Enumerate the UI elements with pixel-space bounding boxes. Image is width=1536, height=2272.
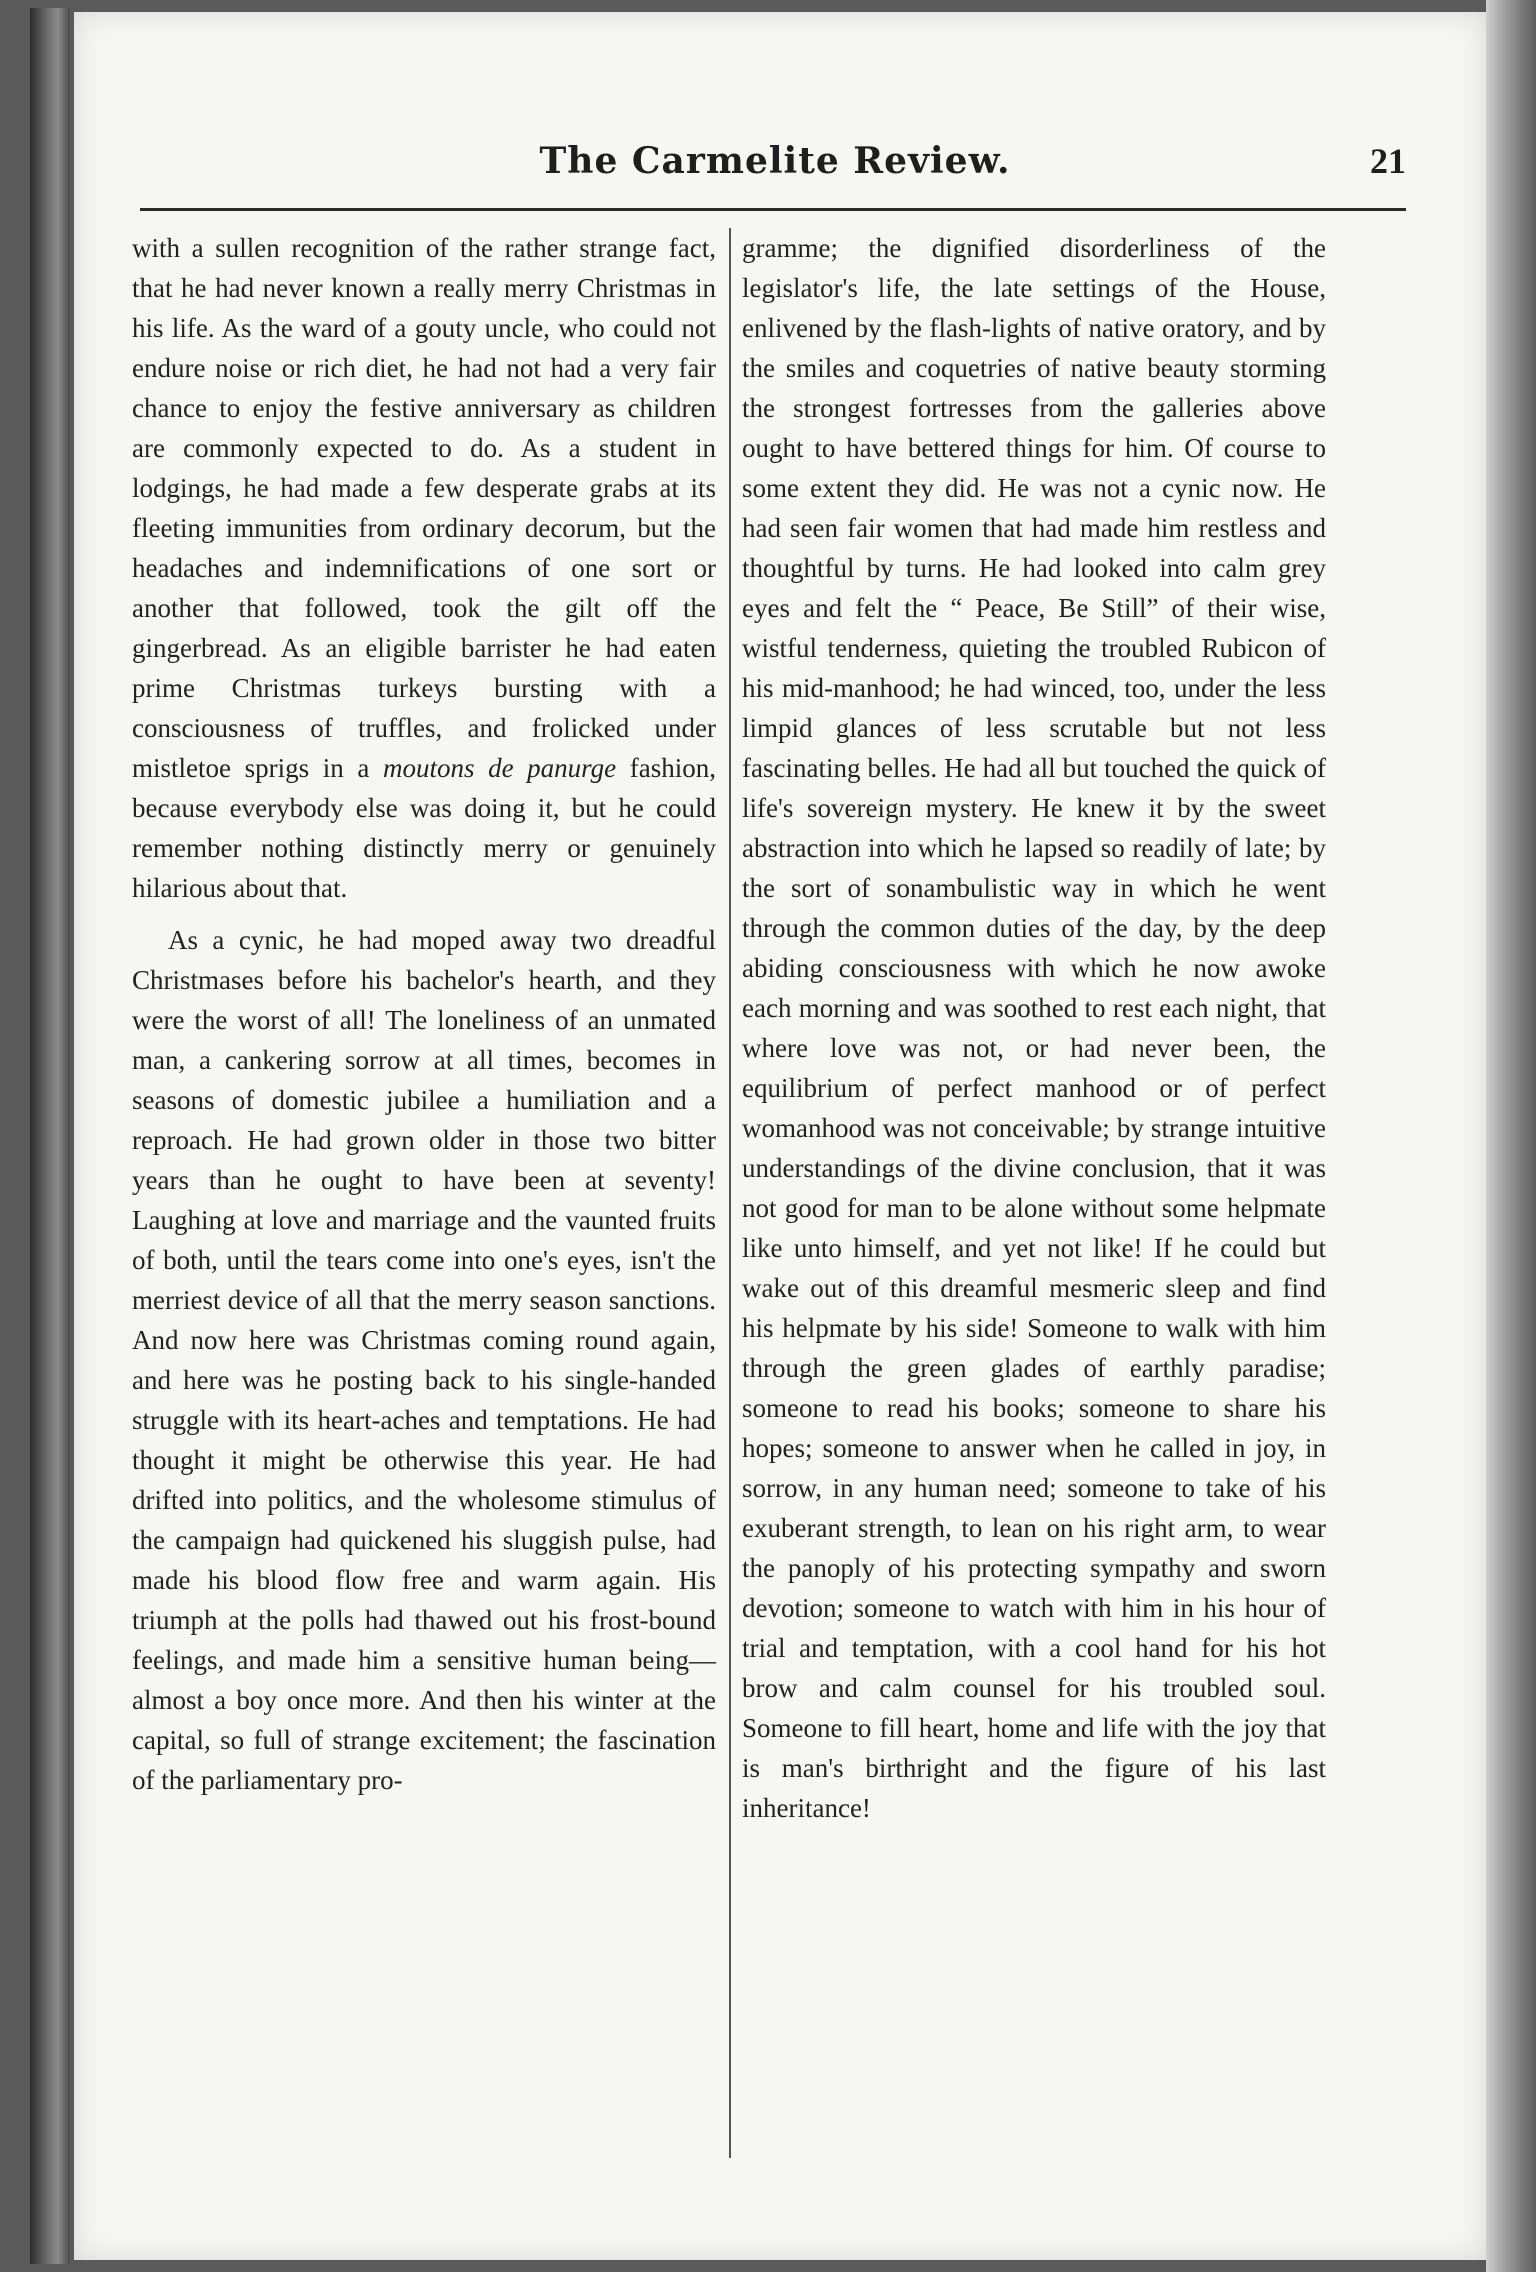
italic-phrase: moutons de panurge — [382, 753, 617, 783]
header-rule — [140, 208, 1406, 211]
right-column — [742, 228, 1326, 1828]
journal-title: The Carmelite Review. — [539, 140, 1011, 182]
left-column — [132, 228, 716, 1800]
left-paragraph-1 — [132, 228, 716, 908]
page — [74, 12, 1486, 2260]
page-edge — [1486, 0, 1536, 2272]
page-number: 21 — [1370, 141, 1406, 181]
book-binding — [30, 8, 70, 2264]
left-paragraph-1-text: with a sullen recognition of the rather strange fact, that he had never known a really merry Christmas in his life. As the ward of a gouty uncle, who could not endure noise or rich diet, he had not had a very fair chance to enjoy the festive anniversary as children are commonly expected to do. As a student in lodgings, he had made a few desperate grabs at its fleeting immunities from ordinary decorum, but the headaches and indemnifications of one sort or another that followed, took the gilt off the gingerbread. As an eligible barrister he had eaten prime Christmas turkeys bursting with a consciousness of truffles, and frolicked under mistletoe sprigs in a — [132, 233, 716, 783]
right-paragraph-1: gramme; the dignified disorderliness of the legislator's life, the late settings of the House, enlivened by the flash-lights of native oratory, and by the smiles and coquetries of native beauty storming the strongest fortresses from the galleries above ought to have bettered things for him. Of course to some extent they did. He was not a cynic now. He had seen fair women that had made him restless and thoughtful by turns. He had looked into calm grey eyes and felt the “ Peace, Be Still” of their wise, wistful tenderness, quieting the troubled Rubicon of his mid-manhood; he had winced, too, under the less limpid glances of less scrutable but not less fascinating belles. He had all but touched the quick of life's sovereign mystery. He knew it by the sweet abstraction into which he lapsed so readily of late; by the sort of sonambulistic way in which he went through the common duties of the day, by the deep abiding consciousness with which he now awoke each morning and was soothed to rest each night, that where love was not, or had never been, the equilibrium of perfect manhood or of perfect womanhood was not conceivable; by strange intuitive understandings of the divine conclusion, that it was not good for man to be alone without some helpmate like unto himself, and yet not like! If he could but wake out of this dreamful mesmeric sleep and find his helpmate by his side! Someone to walk with him through the green glades of earthly paradise; someone to read his books; someone to share his hopes; someone to answer when he called in joy, in sorrow, in any human need; someone to take of his exuberant strength, to lean on his right arm, to wear the panoply of his protecting sympathy and sworn devotion; someone to watch with him in his hour of trial and temptation, with a cool hand for his hot brow and calm counsel for his troubled soul. Someone to fill heart, home and life with the joy that is man's birthright and the figure of his last inheritance! — [742, 233, 1326, 1823]
column-divider — [729, 228, 731, 2158]
left-paragraph-2: As a cynic, he had moped away two dreadful Christmases before his bachelor's hearth, and they were the worst of all! The loneliness of an unmated man, a cankering sorrow at all times, becomes in seasons of domestic jubilee a humiliation and a reproach. He had grown older in those two bitter years than he ought to have been at seventy! Laughing at love and marriage and the vaunted fruits of both, until the tears come into one's eyes, isn't the merriest device of all that the merry season sanctions. And now here was Christmas coming round again, and here was he posting back to his single-handed struggle with its heart-aches and temptations. He had thought it might be otherwise this year. He had drifted into politics, and the wholesome stimulus of the campaign had quickened his sluggish pulse, had made his blood flow free and warm again. His triumph at the polls had thawed out his frost-bound feelings, and made him a sensitive human being—almost a boy once more. And then his winter at the capital, so full of strange excitement; the fascination of the parliamentary pro- — [132, 925, 716, 1795]
left-paragraph-1-text-end: fashion, because everybody else was doing it, but he could remember nothing distinctly merry or genuinely hilarious about that. — [132, 753, 717, 903]
running-header — [144, 140, 1406, 196]
